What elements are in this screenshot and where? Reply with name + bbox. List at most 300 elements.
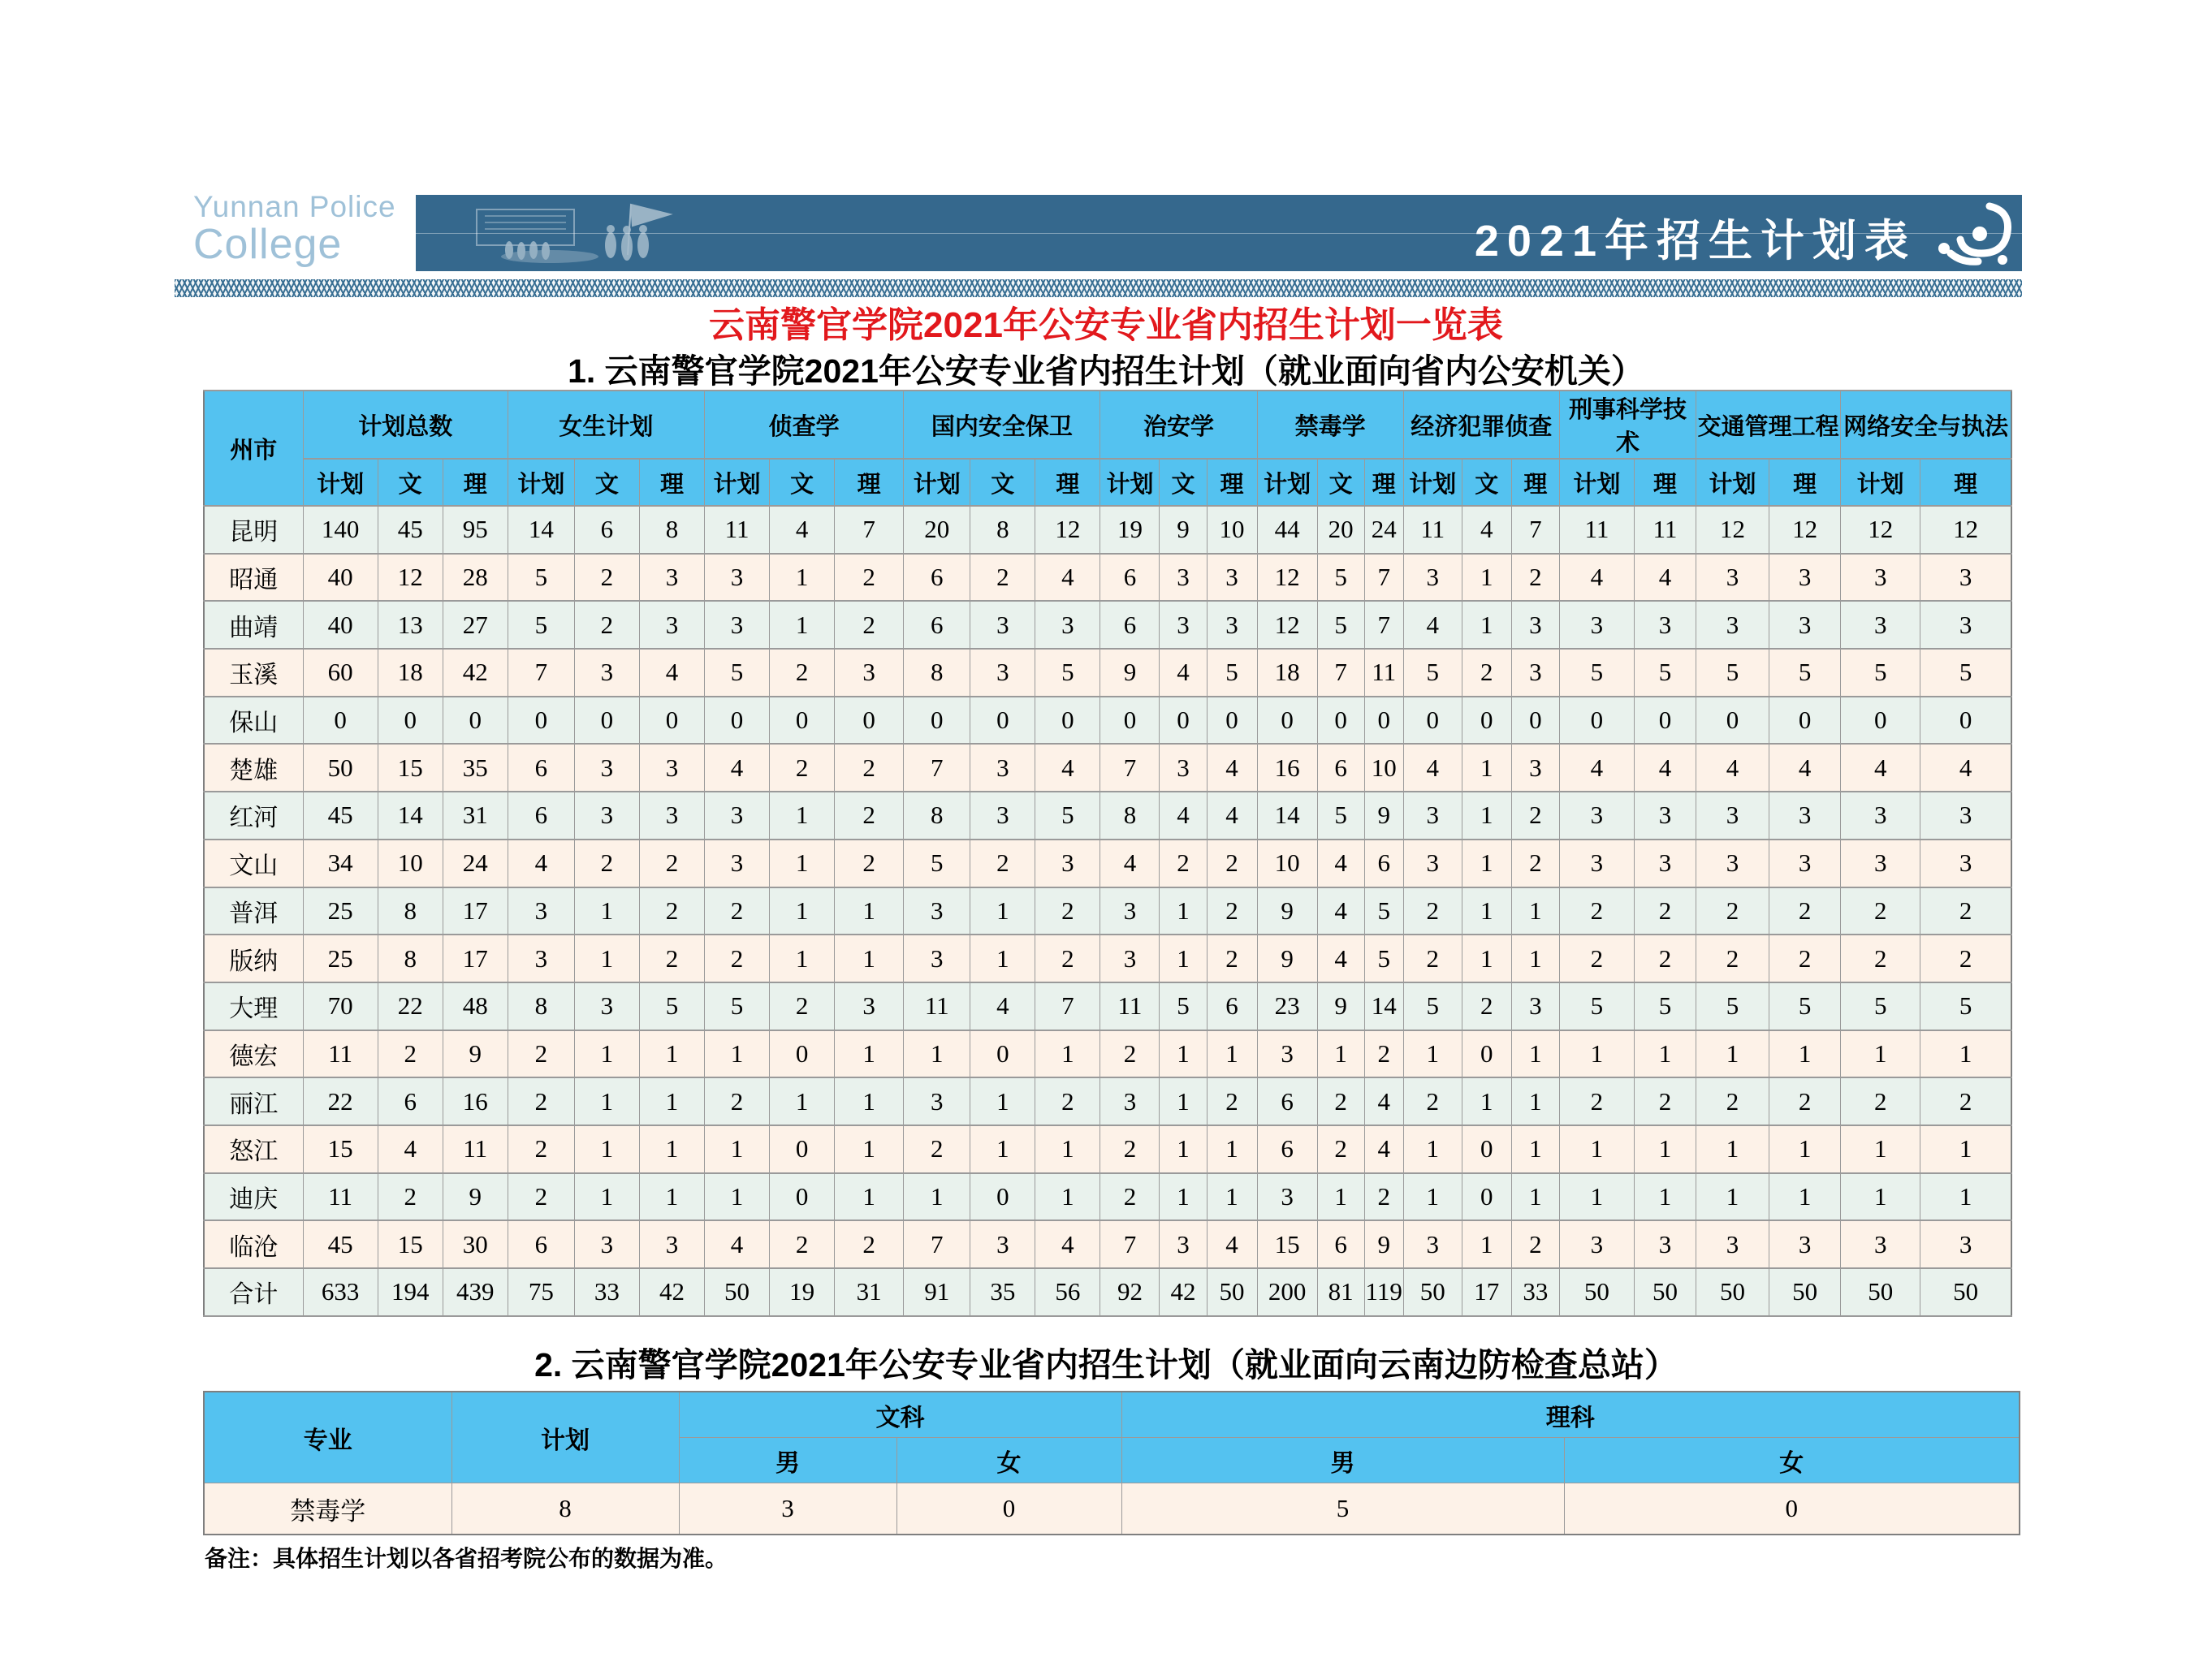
value-cell: 3: [705, 554, 770, 602]
region-cell: 德宏: [204, 1030, 303, 1078]
sub-header-cell: 理: [1364, 459, 1403, 506]
value-cell: 34: [303, 840, 378, 887]
value-cell: 2: [1511, 792, 1559, 840]
value-cell: 0: [770, 1173, 835, 1221]
value-cell: 1: [1696, 1125, 1769, 1173]
value-cell: 6: [1257, 1125, 1317, 1173]
hatch-divider: [175, 279, 2022, 297]
value-cell: 0: [574, 697, 639, 745]
value-cell: 1: [1207, 1173, 1257, 1221]
value-cell: 7: [1100, 1220, 1160, 1268]
value-cell: 1: [639, 1077, 704, 1125]
value-cell: 5: [1696, 982, 1769, 1030]
value-cell: 1: [1841, 1125, 1920, 1173]
value-cell: 12: [1035, 506, 1100, 554]
value-cell: 0: [1317, 697, 1364, 745]
value-cell: 22: [378, 982, 443, 1030]
value-cell: 2: [835, 744, 904, 792]
value-cell: 7: [1511, 506, 1559, 554]
value-cell: 2: [1100, 1173, 1160, 1221]
group-header-cell: 女生计划: [508, 391, 704, 459]
value-cell: 3: [1160, 1220, 1207, 1268]
value-cell: 5: [1634, 982, 1696, 1030]
value-cell: 1: [1462, 554, 1511, 602]
value-cell: 7: [1317, 649, 1364, 697]
value-cell: 5: [1207, 649, 1257, 697]
value-cell: 6: [508, 792, 574, 840]
value-cell: 9: [1364, 1220, 1403, 1268]
value-cell: 19: [1100, 506, 1160, 554]
value-cell: 4: [1160, 649, 1207, 697]
value-cell: 2: [1207, 935, 1257, 982]
value-cell: 14: [378, 792, 443, 840]
value-cell: 60: [303, 649, 378, 697]
value-cell: 0: [770, 1125, 835, 1173]
value-cell: 1: [574, 1030, 639, 1078]
value-cell: 1: [1462, 887, 1511, 935]
value-cell: 0: [1207, 697, 1257, 745]
value-cell: 5: [1317, 601, 1364, 649]
table-row: [204, 601, 2011, 649]
value-cell: 3: [970, 1220, 1035, 1268]
value-cell: 3: [1100, 887, 1160, 935]
sub-header-cell: 理: [1769, 459, 1841, 506]
value-cell: 2: [770, 649, 835, 697]
value-cell: 4: [639, 649, 704, 697]
value-cell: 1: [970, 1125, 1035, 1173]
value-cell: 3: [574, 982, 639, 1030]
province-plan-table: [203, 390, 2012, 1317]
value-cell: 0: [639, 697, 704, 745]
plan-header-cell: 计划: [451, 1392, 679, 1483]
value-cell: 3: [679, 1483, 896, 1535]
value-cell: 9: [1257, 887, 1317, 935]
group-header-cell: 刑事科学技术: [1559, 391, 1696, 459]
value-cell: 3: [574, 792, 639, 840]
value-cell: 7: [1364, 554, 1403, 602]
value-cell: 4: [1559, 554, 1634, 602]
value-cell: 0: [1920, 697, 2011, 745]
value-cell: 0: [770, 697, 835, 745]
value-cell: 0: [896, 1483, 1121, 1535]
value-cell: 4: [1317, 887, 1364, 935]
value-cell: 1: [835, 1077, 904, 1125]
sub-header-cell: 理: [1511, 459, 1559, 506]
value-cell: 3: [904, 935, 970, 982]
value-cell: 3: [639, 1220, 704, 1268]
value-cell: 0: [970, 1030, 1035, 1078]
value-cell: 40: [303, 601, 378, 649]
value-cell: 2: [970, 840, 1035, 887]
value-cell: 2: [378, 1173, 443, 1221]
value-cell: 2: [639, 887, 704, 935]
table-row: [204, 554, 2011, 602]
value-cell: 5: [1403, 982, 1462, 1030]
value-cell: 5: [1035, 649, 1100, 697]
value-cell: 0: [1564, 1483, 2020, 1535]
table-row: [204, 982, 2011, 1030]
value-cell: 5: [1841, 649, 1920, 697]
value-cell: 2: [835, 1220, 904, 1268]
value-cell: 3: [835, 982, 904, 1030]
group-header-cell: 禁毒学: [1257, 391, 1403, 459]
sub-header-cell: 理: [639, 459, 704, 506]
value-cell: 1: [1769, 1125, 1841, 1173]
sub-header-cell: 计划: [1841, 459, 1920, 506]
value-cell: 11: [1634, 506, 1696, 554]
group-header-cell: 治安学: [1100, 391, 1257, 459]
region-cell: 玉溪: [204, 649, 303, 697]
value-cell: 1: [1160, 887, 1207, 935]
value-cell: 3: [835, 649, 904, 697]
value-cell: 50: [705, 1268, 770, 1316]
value-cell: 2: [1841, 887, 1920, 935]
value-cell: 7: [508, 649, 574, 697]
sub-header-cell: 计划: [1559, 459, 1634, 506]
value-cell: 40: [303, 554, 378, 602]
value-cell: 0: [970, 697, 1035, 745]
value-cell: 2: [1634, 1077, 1696, 1125]
value-cell: 200: [1257, 1268, 1317, 1316]
value-cell: 4: [508, 840, 574, 887]
region-cell: 普洱: [204, 887, 303, 935]
value-cell: 17: [443, 935, 508, 982]
value-cell: 56: [1035, 1268, 1100, 1316]
value-cell: 75: [508, 1268, 574, 1316]
value-cell: 50: [1634, 1268, 1696, 1316]
value-cell: 3: [574, 744, 639, 792]
table-row: [204, 1268, 2011, 1316]
value-cell: 3: [1100, 1077, 1160, 1125]
value-cell: 24: [1364, 506, 1403, 554]
region-cell: 丽江: [204, 1077, 303, 1125]
value-cell: 3: [1403, 1220, 1462, 1268]
group-header-cell: 经济犯罪侦查: [1403, 391, 1559, 459]
value-cell: 3: [705, 601, 770, 649]
value-cell: 3: [1511, 649, 1559, 697]
table-row: [204, 840, 2011, 887]
value-cell: 42: [1160, 1268, 1207, 1316]
value-cell: 12: [1696, 506, 1769, 554]
value-cell: 1: [705, 1173, 770, 1221]
sub-header-cell: 理: [1920, 459, 2011, 506]
value-cell: 3: [1920, 840, 2011, 887]
value-cell: 8: [970, 506, 1035, 554]
value-cell: 2: [1035, 935, 1100, 982]
value-cell: 633: [303, 1268, 378, 1316]
value-cell: 2: [1160, 840, 1207, 887]
sub-header-cell: 计划: [1403, 459, 1462, 506]
sub-header-cell: 文: [1160, 459, 1207, 506]
value-cell: 42: [443, 649, 508, 697]
value-cell: 3: [970, 744, 1035, 792]
value-cell: 14: [508, 506, 574, 554]
value-cell: 1: [1511, 1077, 1559, 1125]
value-cell: 4: [1403, 601, 1462, 649]
value-cell: 16: [1257, 744, 1317, 792]
value-cell: 1: [904, 1173, 970, 1221]
value-cell: 8: [378, 935, 443, 982]
value-cell: 4: [970, 982, 1035, 1030]
value-cell: 3: [1920, 601, 2011, 649]
value-cell: 1: [1511, 887, 1559, 935]
value-cell: 0: [835, 697, 904, 745]
table-row: [204, 887, 2011, 935]
value-cell: 3: [1841, 554, 1920, 602]
value-cell: 1: [835, 887, 904, 935]
value-cell: 50: [1559, 1268, 1634, 1316]
value-cell: 1: [1511, 1125, 1559, 1173]
value-cell: 1: [835, 1030, 904, 1078]
section1-title: 1. 云南警官学院2021年公安专业省内招生计划（就业面向省内公安机关）: [568, 352, 1644, 390]
sub-header-cell: 计划: [303, 459, 378, 506]
value-cell: 4: [1559, 744, 1634, 792]
value-cell: 11: [1100, 982, 1160, 1030]
value-cell: 4: [1100, 840, 1160, 887]
value-cell: 7: [1035, 982, 1100, 1030]
value-cell: 0: [1511, 697, 1559, 745]
group-header-cell: 交通管理工程: [1696, 391, 1841, 459]
value-cell: 1: [770, 792, 835, 840]
value-cell: 12: [1769, 506, 1841, 554]
group-header-cell: 网络安全与执法: [1841, 391, 2011, 459]
value-cell: 9: [443, 1173, 508, 1221]
value-cell: 15: [378, 1220, 443, 1268]
value-cell: 1: [1207, 1125, 1257, 1173]
value-cell: 2: [770, 744, 835, 792]
region-cell: 楚雄: [204, 744, 303, 792]
value-cell: 1: [1769, 1173, 1841, 1221]
sub-header-cell: 文: [378, 459, 443, 506]
value-cell: 3: [1769, 601, 1841, 649]
table-row: [204, 935, 2011, 982]
value-cell: 8: [904, 649, 970, 697]
value-cell: 1: [1634, 1125, 1696, 1173]
value-cell: 1: [1403, 1125, 1462, 1173]
female-header-cell: 女: [1564, 1438, 2020, 1483]
value-cell: 0: [1257, 697, 1317, 745]
value-cell: 5: [1317, 554, 1364, 602]
value-cell: 0: [1100, 697, 1160, 745]
value-cell: 3: [1257, 1173, 1317, 1221]
value-cell: 3: [1634, 1220, 1696, 1268]
value-cell: 3: [970, 649, 1035, 697]
table-row: [204, 1220, 2011, 1268]
value-cell: 119: [1364, 1268, 1403, 1316]
value-cell: 4: [1035, 744, 1100, 792]
value-cell: 4: [1769, 744, 1841, 792]
value-cell: 2: [378, 1030, 443, 1078]
value-cell: 6: [1364, 840, 1403, 887]
region-cell: 曲靖: [204, 601, 303, 649]
value-cell: 2: [1841, 935, 1920, 982]
value-cell: 27: [443, 601, 508, 649]
value-cell: 1: [1035, 1173, 1100, 1221]
value-cell: 3: [970, 601, 1035, 649]
value-cell: 3: [1035, 840, 1100, 887]
value-cell: 1: [705, 1030, 770, 1078]
value-cell: 0: [1696, 697, 1769, 745]
value-cell: 2: [639, 840, 704, 887]
value-cell: 3: [1696, 1220, 1769, 1268]
value-cell: 0: [508, 697, 574, 745]
value-cell: 3: [1160, 554, 1207, 602]
value-cell: 2: [1364, 1173, 1403, 1221]
major-cell: 禁毒学: [204, 1483, 451, 1535]
table-row: [204, 649, 2011, 697]
value-cell: 2: [1696, 887, 1769, 935]
value-cell: 2: [1696, 1077, 1769, 1125]
logo-line2: College: [193, 221, 343, 268]
value-cell: 2: [1920, 887, 2011, 935]
value-cell: 1: [1403, 1030, 1462, 1078]
value-cell: 2: [1403, 887, 1462, 935]
value-cell: 24: [443, 840, 508, 887]
value-cell: 1: [1462, 792, 1511, 840]
footnote: 备注：具体招生计划以各省招考院公布的数据为准。: [205, 1547, 728, 1572]
value-cell: 4: [1207, 744, 1257, 792]
value-cell: 2: [1696, 935, 1769, 982]
value-cell: 19: [770, 1268, 835, 1316]
value-cell: 5: [1634, 649, 1696, 697]
value-cell: 4: [705, 1220, 770, 1268]
value-cell: 3: [1841, 1220, 1920, 1268]
sub-header-cell: 计划: [1696, 459, 1769, 506]
border-station-plan-table: [203, 1391, 2020, 1535]
value-cell: 20: [904, 506, 970, 554]
value-cell: 4: [1364, 1077, 1403, 1125]
value-cell: 1: [1920, 1125, 2011, 1173]
cloud-ornament-icon: [1926, 200, 2015, 270]
value-cell: 1: [770, 840, 835, 887]
value-cell: 20: [1317, 506, 1364, 554]
value-cell: 2: [1511, 554, 1559, 602]
female-header-cell: 女: [896, 1438, 1121, 1483]
value-cell: 3: [1920, 554, 2011, 602]
value-cell: 12: [378, 554, 443, 602]
value-cell: 4: [1634, 744, 1696, 792]
value-cell: 1: [835, 1173, 904, 1221]
group-header-cell: 国内安全保卫: [904, 391, 1100, 459]
value-cell: 4: [1634, 554, 1696, 602]
region-cell: 临沧: [204, 1220, 303, 1268]
value-cell: 3: [1769, 792, 1841, 840]
value-cell: 1: [1696, 1173, 1769, 1221]
value-cell: 6: [1257, 1077, 1317, 1125]
value-cell: 1: [1035, 1030, 1100, 1078]
value-cell: 6: [1100, 554, 1160, 602]
value-cell: 11: [1403, 506, 1462, 554]
value-cell: 1: [770, 1077, 835, 1125]
value-cell: 5: [1403, 649, 1462, 697]
value-cell: 2: [770, 982, 835, 1030]
value-cell: 2: [904, 1125, 970, 1173]
sub-header-cell: 计划: [1257, 459, 1317, 506]
value-cell: 2: [1035, 1077, 1100, 1125]
corner-header-cell: 州市: [204, 391, 303, 506]
page-title: 云南警官学院2021年公安专业省内招生计划一览表: [709, 305, 1503, 345]
table-row: [204, 506, 2011, 554]
value-cell: 1: [970, 887, 1035, 935]
section2-title: 2. 云南警官学院2021年公安专业省内招生计划（就业面向云南边防检查总站）: [534, 1346, 1678, 1384]
region-cell: 昆明: [204, 506, 303, 554]
value-cell: 9: [1317, 982, 1364, 1030]
value-cell: 5: [1920, 982, 2011, 1030]
value-cell: 12: [1841, 506, 1920, 554]
value-cell: 3: [1634, 601, 1696, 649]
value-cell: 50: [1920, 1268, 2011, 1316]
value-cell: 3: [1257, 1030, 1317, 1078]
value-cell: 15: [303, 1125, 378, 1173]
value-cell: 44: [1257, 506, 1317, 554]
value-cell: 2: [970, 554, 1035, 602]
value-cell: 1: [1317, 1173, 1364, 1221]
value-cell: 35: [970, 1268, 1035, 1316]
value-cell: 6: [1207, 982, 1257, 1030]
group-header-cell: 侦查学: [705, 391, 904, 459]
value-cell: 0: [970, 1173, 1035, 1221]
value-cell: 3: [1696, 840, 1769, 887]
value-cell: 6: [1317, 1220, 1364, 1268]
region-cell: 红河: [204, 792, 303, 840]
science-header-cell: 理科: [1121, 1392, 2020, 1438]
group-header-cell: 计划总数: [303, 391, 508, 459]
value-cell: 11: [1364, 649, 1403, 697]
value-cell: 2: [574, 601, 639, 649]
value-cell: 2: [508, 1173, 574, 1221]
value-cell: 95: [443, 506, 508, 554]
value-cell: 0: [1035, 697, 1100, 745]
value-cell: 3: [639, 554, 704, 602]
region-cell: 文山: [204, 840, 303, 887]
value-cell: 9: [1257, 935, 1317, 982]
value-cell: 1: [574, 1077, 639, 1125]
value-cell: 2: [1559, 1077, 1634, 1125]
value-cell: 1: [574, 935, 639, 982]
value-cell: 0: [705, 697, 770, 745]
value-cell: 3: [1696, 792, 1769, 840]
value-cell: 11: [303, 1030, 378, 1078]
value-cell: 6: [1100, 601, 1160, 649]
value-cell: 0: [1462, 697, 1511, 745]
value-cell: 4: [1462, 506, 1511, 554]
value-cell: 25: [303, 935, 378, 982]
value-cell: 7: [904, 744, 970, 792]
value-cell: 2: [835, 840, 904, 887]
table-row: [204, 1030, 2011, 1078]
value-cell: 3: [639, 601, 704, 649]
value-cell: 3: [1769, 840, 1841, 887]
value-cell: 5: [1769, 982, 1841, 1030]
value-cell: 5: [1559, 649, 1634, 697]
value-cell: 4: [770, 506, 835, 554]
value-cell: 1: [1035, 1125, 1100, 1173]
male-header-cell: 男: [679, 1438, 896, 1483]
value-cell: 81: [1317, 1268, 1364, 1316]
value-cell: 3: [705, 792, 770, 840]
value-cell: 9: [1100, 649, 1160, 697]
value-cell: 2: [1317, 1125, 1364, 1173]
value-cell: 2: [705, 935, 770, 982]
value-cell: 11: [443, 1125, 508, 1173]
value-cell: 48: [443, 982, 508, 1030]
value-cell: 45: [303, 792, 378, 840]
value-cell: 0: [1364, 697, 1403, 745]
value-cell: 4: [1364, 1125, 1403, 1173]
value-cell: 50: [1403, 1268, 1462, 1316]
value-cell: 140: [303, 506, 378, 554]
value-cell: 9: [1364, 792, 1403, 840]
